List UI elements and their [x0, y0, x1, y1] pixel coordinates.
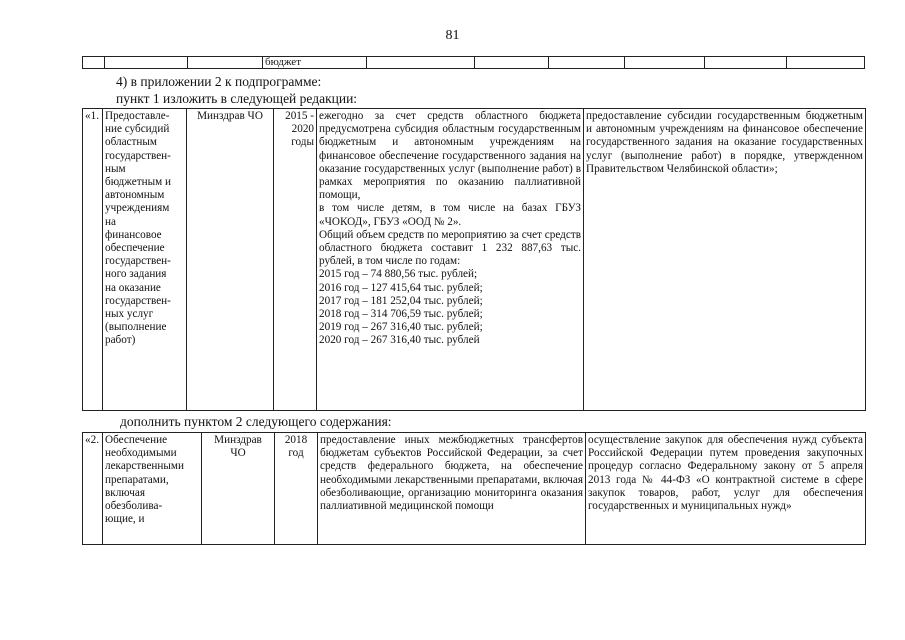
- table-point-2: [82, 432, 866, 545]
- budget-label: бюджет: [263, 57, 367, 69]
- row2-executor: Минздрав ЧО: [202, 433, 275, 545]
- row1-period: 2015 - 2020 годы: [274, 109, 317, 411]
- row1-result: предоставление субсидии государственным бюджетным и автономным учреждениям на финансовое обеспечение государственного задания на оказание государственных услуг (выполнение работ) в порядке, утвержденном Правительством Челябинской области»;: [584, 109, 866, 411]
- table-point-1: [82, 108, 866, 411]
- row1-executor: Минздрав ЧО: [187, 109, 274, 411]
- instruction-add-point-2: дополнить пунктом 2 следующего содержания:: [120, 414, 392, 429]
- row2-result: осуществление закупок для обеспечения нужд субъекта Российской Федерации путем проведения закупочных процедур согласно Федеральному закону от 5 апреля 2013 года № 44-ФЗ «О контрактной системе в сфере закупок товаров, работ, услуг для обеспечения государственных и муниципальных нужд»: [586, 433, 866, 545]
- page-number: 81: [445, 28, 460, 43]
- instruction-appendix: 4) в приложении 2 к подпрограмме:: [116, 74, 322, 89]
- row2-number: «2.: [83, 433, 103, 545]
- row1-name: Предоставле- ние субсидий областным государствен- ным бюджетным и автономным учреждениям на финансовое обеспечение государствен- ного задания на оказание государствен- ных услуг (выполнение работ): [103, 109, 187, 411]
- row2-name: Обеспечение необходимыми лекарственными препаратами, включая обезболива- ющие, и: [103, 433, 202, 545]
- instruction-point-1: пункт 1 изложить в следующей редакции:: [116, 91, 358, 106]
- row1-description: ежегодно за счет средств областного бюджета предусмотрена субсидия областным государственным бюджетным и автономным учреждениям на финансовое обеспечение государственного задания на оказание государственных услуг (выполнение работ) в рамках мероприятия по оказанию паллиативной помощи, в том числе детям, в том числе на базах ГБУЗ «ЧОКОД», ГБУЗ «ООД № 2». Общий объем средств по мероприятию за счет средств областного бюджета составит 1 232 887,63 тыс. рублей, в том числе по годам: 2015 год – 74 880,56 тыс. рублей; 2016 год – 127 415,64 тыс. рублей; 2017 год – 181 252,04 тыс. рублей; 2018 год – 314 706,59 тыс. рублей; 2019 год – 267 316,40 тыс. рублей; 2020 год – 267 316,40 тыс. рублей: [317, 109, 584, 411]
- row2-period: 2018 год: [275, 433, 318, 545]
- row2-description: предоставление иных межбюджетных трансфертов бюджетам субъектов Российской Федерации, за счет средств федерального бюджета, на обеспечение необходимыми лекарственными препаратами, включая обезболивающие, организацию мониторинга оказания паллиативной медицинской помощи: [318, 433, 586, 545]
- row1-number: «1.: [83, 109, 103, 411]
- previous-table-strip: [82, 56, 865, 69]
